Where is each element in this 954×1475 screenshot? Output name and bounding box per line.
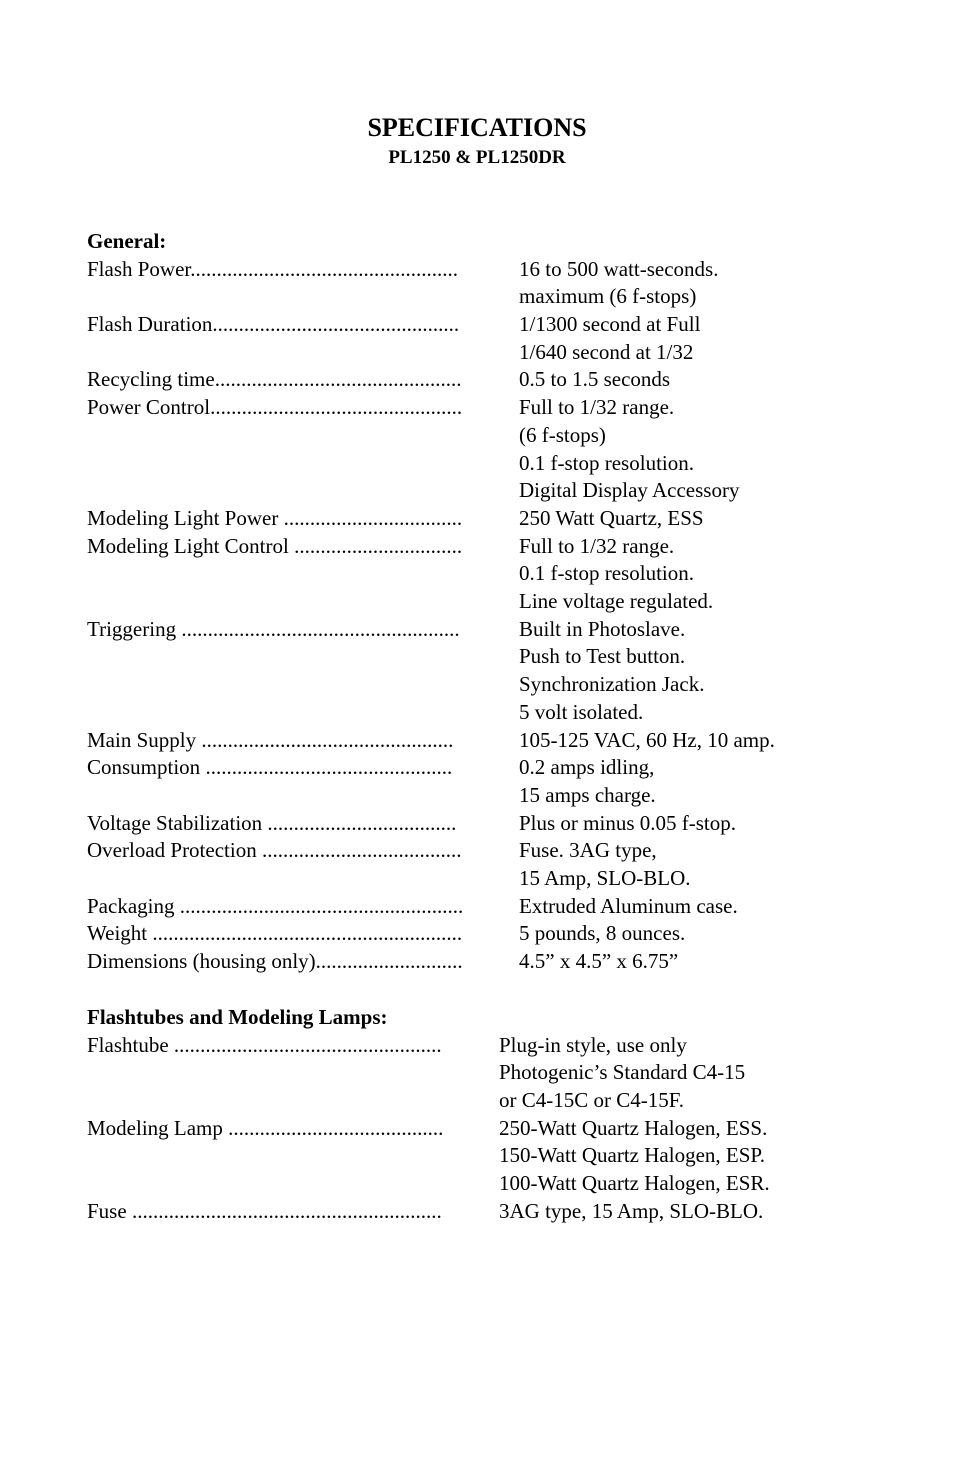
- dot-leader: ...................................................: [190, 256, 459, 281]
- dot-leader: ...........................................................: [131, 1198, 442, 1223]
- dot-leader: ...................................................: [173, 1032, 442, 1057]
- spec-value: Synchronization Jack.: [519, 672, 705, 697]
- spec-values: [519, 533, 713, 616]
- section-heading: General:: [87, 229, 167, 253]
- spec-value: Extruded Aluminum case.: [519, 893, 738, 918]
- spec-label-line: [87, 754, 519, 782]
- spec-label-line: [87, 1032, 499, 1060]
- spec-label-line: [87, 948, 519, 976]
- spec-value: 1/640 second at 1/32: [519, 339, 694, 364]
- spec-value: 15 Amp, SLO-BLO.: [519, 866, 691, 890]
- spec-row: [87, 394, 867, 505]
- spec-row: [87, 920, 867, 948]
- spec-label: Modeling Light Power: [87, 505, 284, 530]
- spec-value: 3AG type, 15 Amp, SLO-BLO.: [499, 1198, 764, 1223]
- spec-value: Built in Photoslave.: [519, 616, 686, 641]
- spec-value: or C4-15C or C4-15F.: [499, 1088, 684, 1113]
- spec-value: 0.1 f-stop resolution.: [519, 450, 694, 475]
- spec-label: Voltage Stabilization: [87, 810, 268, 835]
- spec-values: [519, 810, 736, 838]
- spec-row: [87, 837, 867, 892]
- spec-label-line: [87, 727, 519, 755]
- spec-value: Line voltage regulated.: [519, 589, 714, 614]
- spec-label-line: [87, 256, 519, 284]
- spec-values: [519, 311, 700, 366]
- spec-label: Flash Power: [87, 256, 191, 281]
- spec-label: Overload Protection: [87, 838, 262, 863]
- spec-value: 150-Watt Quartz Halogen, ESP.: [499, 1143, 766, 1168]
- spec-row: [87, 810, 867, 838]
- spec-value: 250 Watt Quartz, ESS: [519, 505, 704, 530]
- dot-leader: ...............................................: [214, 367, 462, 392]
- spec-value: (6 f-stops): [519, 422, 606, 447]
- spec-row: [87, 256, 867, 311]
- spec-row: [87, 616, 867, 727]
- spec-values: [519, 505, 704, 533]
- spec-label-line: [87, 616, 519, 644]
- spec-value: 0.2 amps idling,: [519, 755, 655, 780]
- spec-label: Main Supply: [87, 727, 202, 752]
- dot-leader: ...............................................: [212, 312, 460, 337]
- spec-values: [499, 1115, 770, 1198]
- section-heading: Flashtubes and Modeling Lamps:: [87, 1005, 388, 1029]
- spec-label-line: [87, 366, 519, 394]
- spec-row: [87, 1032, 867, 1115]
- spec-label: Flashtube: [87, 1032, 174, 1057]
- spec-label: Flash Duration: [87, 312, 213, 337]
- spec-row: [87, 948, 867, 976]
- spec-value: 5 pounds, 8 ounces.: [519, 921, 686, 946]
- spec-value: 0.1 f-stop resolution.: [519, 561, 694, 586]
- dot-leader: ....................................: [267, 810, 457, 835]
- spec-label: Triggering: [87, 616, 182, 641]
- spec-label-line: [87, 1115, 499, 1143]
- spec-label: Dimensions (housing only): [87, 949, 316, 974]
- spec-list: [87, 256, 867, 976]
- dot-leader: ......................................................: [179, 893, 464, 918]
- spec-value: Push to Test button.: [519, 644, 686, 669]
- spec-value: 4.5” x 4.5” x 6.75”: [519, 949, 679, 974]
- spec-value: 100-Watt Quartz Halogen, ESR.: [499, 1171, 770, 1196]
- spec-label-line: [87, 505, 519, 533]
- spec-row: [87, 366, 867, 394]
- dot-leader: .........................................: [228, 1115, 444, 1140]
- dot-leader: .....................................................: [181, 616, 460, 641]
- dot-leader: ......................................: [261, 838, 462, 863]
- spec-value: Full to 1/32 range.: [519, 395, 675, 420]
- dot-leader: ................................................: [201, 727, 454, 752]
- spec-values: [519, 256, 718, 311]
- spec-list: [87, 1032, 867, 1226]
- spec-row: [87, 533, 867, 616]
- spec-row: [87, 311, 867, 366]
- spec-value: 0.5 to 1.5 seconds: [519, 367, 671, 392]
- spec-value: 250-Watt Quartz Halogen, ESS.: [499, 1115, 768, 1140]
- spec-row: [87, 893, 867, 921]
- spec-label: Packaging: [87, 893, 180, 918]
- spec-values: [519, 366, 670, 394]
- spec-values: [519, 754, 656, 809]
- spec-row: [87, 727, 867, 755]
- spec-row: [87, 754, 867, 809]
- spec-values: [519, 616, 704, 727]
- spec-label-line: [87, 533, 519, 561]
- spec-label-line: [87, 893, 519, 921]
- spec-value: Fuse. 3AG type,: [519, 838, 657, 863]
- spec-value: Digital Display Accessory: [519, 478, 740, 503]
- page-subtitle: PL1250 & PL1250DR: [388, 147, 566, 168]
- spec-label-line: [87, 837, 519, 865]
- spec-value: Full to 1/32 range.: [519, 533, 675, 558]
- dot-leader: ................................................: [210, 395, 463, 420]
- spec-values: [519, 727, 775, 755]
- spec-label-line: [87, 920, 519, 948]
- section-flashtubes: [87, 1004, 867, 1226]
- spec-value: maximum (6 f-stops): [519, 284, 697, 309]
- spec-label-line: [87, 1198, 499, 1226]
- spec-values: [519, 394, 739, 505]
- spec-row: [87, 1198, 867, 1226]
- spec-label: Modeling Light Control: [87, 533, 295, 558]
- spec-label: Recycling time: [87, 367, 215, 392]
- dot-leader: ...............................................: [205, 755, 453, 780]
- spec-value: 16 to 500 watt-seconds.: [519, 256, 719, 281]
- spec-values: [519, 948, 678, 976]
- spec-value: Photogenic’s Standard C4-15: [499, 1060, 746, 1085]
- spec-values: [519, 920, 685, 948]
- spec-value: Plug-in style, use only: [499, 1032, 687, 1057]
- spec-label-line: [87, 394, 519, 422]
- spec-value: 5 volt isolated.: [519, 699, 644, 724]
- spec-label: Fuse: [87, 1198, 132, 1223]
- spec-label: Consumption: [87, 755, 206, 780]
- page-title: SPECIFICATIONS: [367, 113, 587, 142]
- spec-values: [499, 1032, 745, 1115]
- spec-values: [499, 1198, 763, 1226]
- spec-label-line: [87, 810, 519, 838]
- spec-row: [87, 505, 867, 533]
- spec-values: [519, 837, 691, 892]
- spec-row: [87, 1115, 867, 1198]
- spec-label: Weight: [87, 921, 153, 946]
- spec-label: Power Control: [87, 395, 211, 420]
- spec-value: Plus or minus 0.05 f-stop.: [519, 810, 737, 835]
- spec-value: 1/1300 second at Full: [519, 312, 701, 337]
- dot-leader: ..................................: [283, 505, 463, 530]
- section-general: [87, 228, 867, 976]
- spec-value: 15 amps charge.: [519, 782, 656, 807]
- dot-leader: ...........................................................: [152, 921, 463, 946]
- spec-label: Modeling Lamp: [87, 1115, 229, 1140]
- spec-value: 105-125 VAC, 60 Hz, 10 amp.: [519, 727, 775, 752]
- spec-label-line: [87, 311, 519, 339]
- dot-leader: ................................: [294, 533, 463, 558]
- dot-leader: ............................: [315, 949, 463, 974]
- spec-values: [519, 893, 738, 921]
